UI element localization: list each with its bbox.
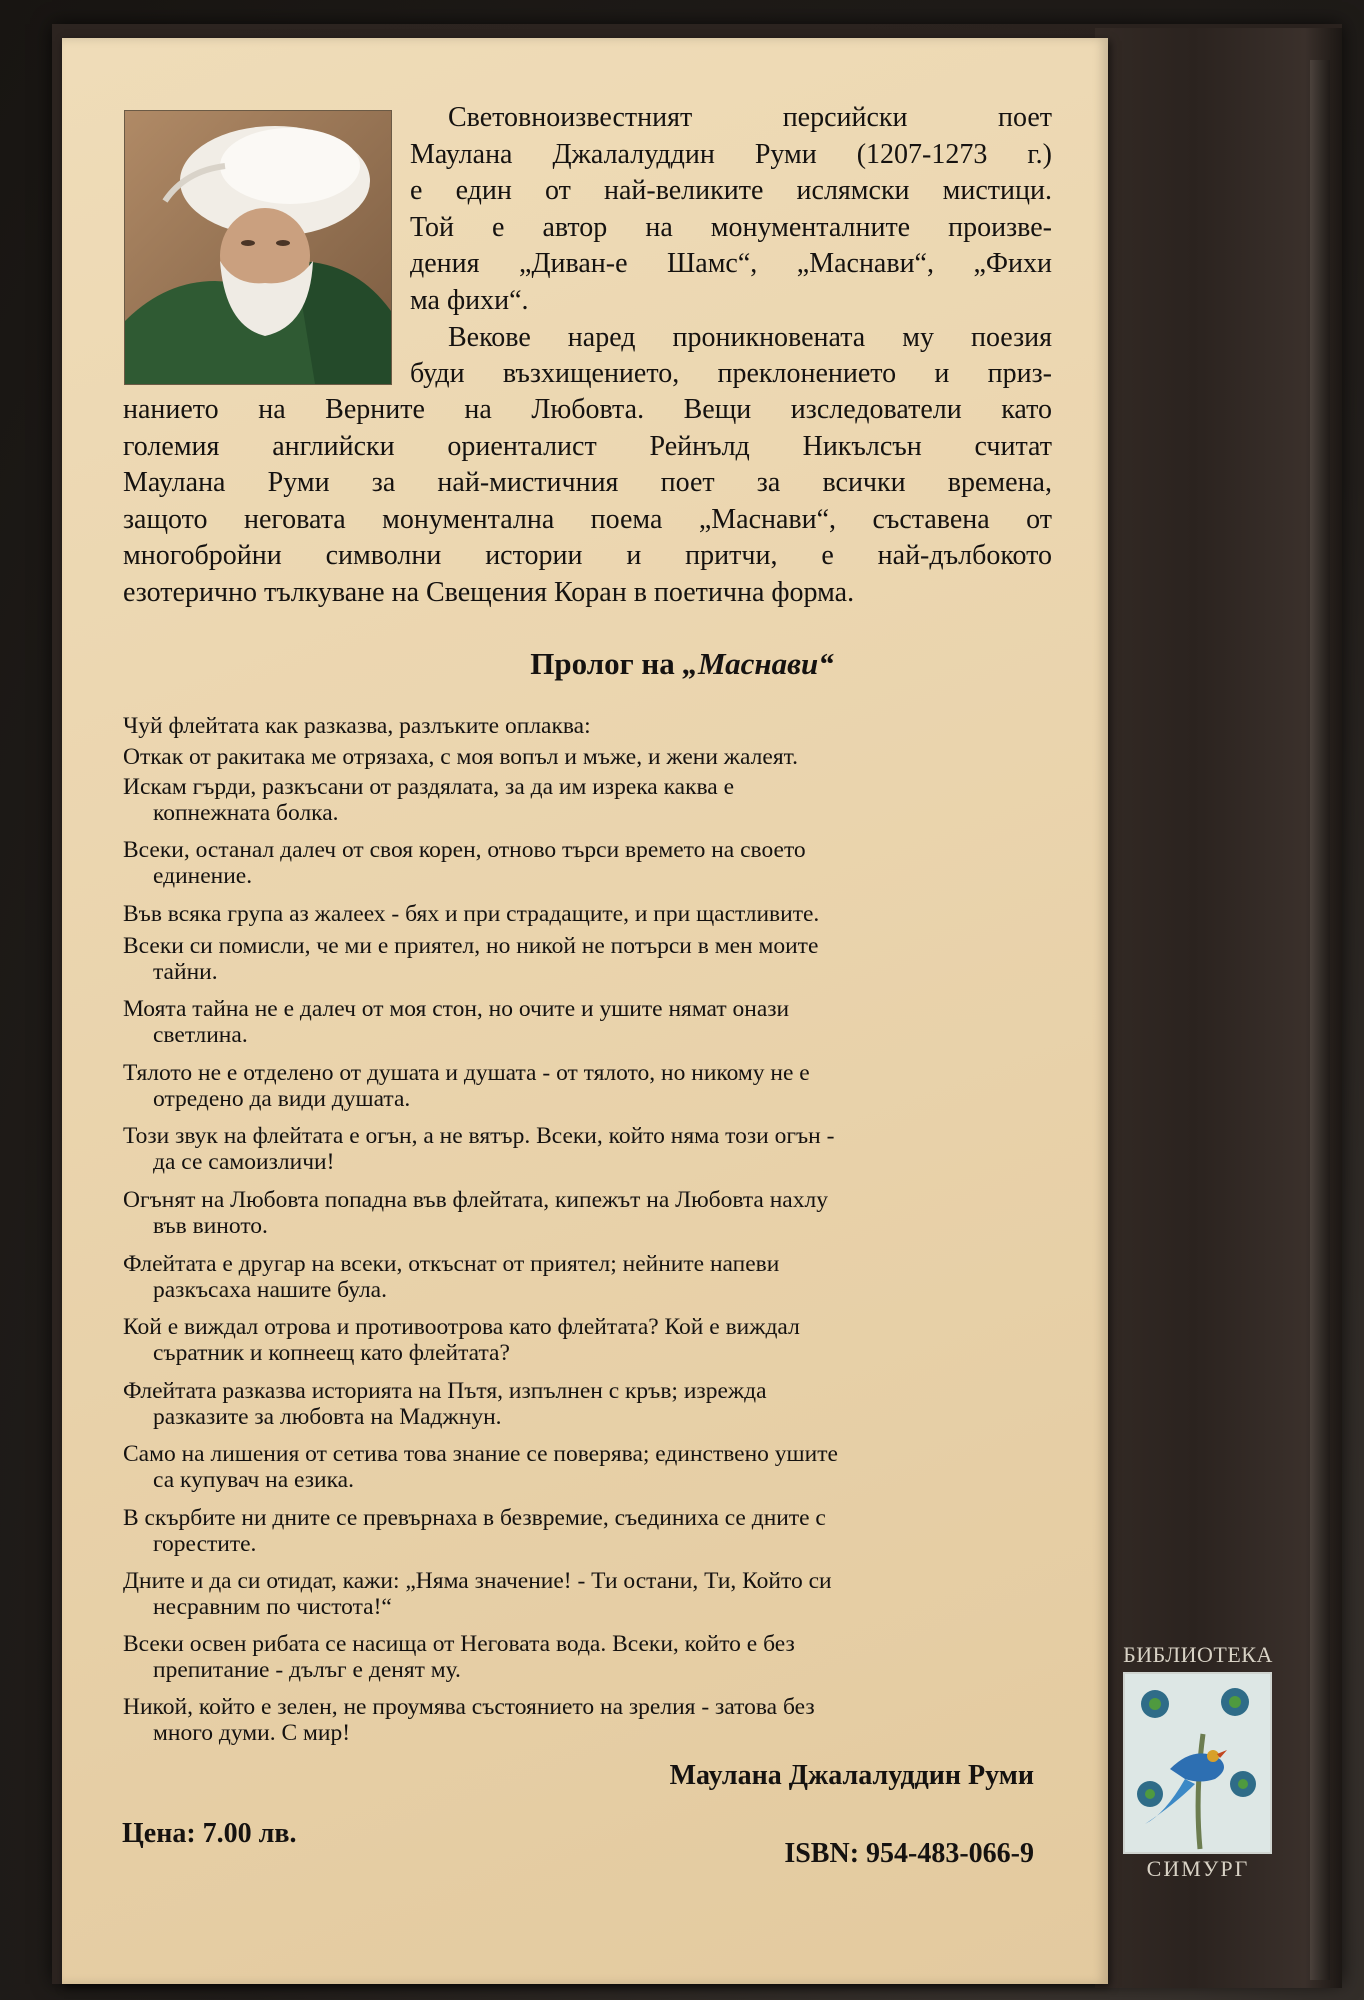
intro-line: многобройни символни истории и притчи, е най-дълбокото [123,540,1052,572]
verse [123,1188,1053,1239]
verse-continuation: препитание - дълъг е денят му. [153,1656,461,1683]
verse [123,1315,1053,1366]
verse-continuation: много думи. С мир! [153,1719,351,1746]
intro-line: Маулана Руми за най-мистичния поет за всички времена, [123,467,1052,499]
portrait-image [125,111,391,384]
verse-line: Във всяка група аз жалеех - бях и при страдащите, и при щастливите. [123,901,820,927]
prolog-title [0,646,1364,682]
intro-line: езотерично тълкуване на Свещения Коран в поетична форма. [123,577,855,608]
verse-continuation: във виното. [153,1212,268,1239]
verse-continuation: отредено да види душата. [153,1085,411,1112]
author-signature: Маулана Джалалуддин Руми [669,1760,1034,1791]
prolog-title-prefix: Пролог на [530,646,683,681]
verse-continuation: копнежната болка. [153,799,339,826]
verse [123,1695,1053,1746]
verse [123,1124,1053,1175]
intro-line: големия английски ориенталист Рейнълд Никълсън считат [123,430,1052,462]
verse-line: Никой, който е зелен, не проумява състоянието на зрелия - затова без [123,1694,815,1720]
isbn-label: ISBN: 954-483-066-9 [784,1838,1034,1869]
verse-continuation: светлина. [153,1021,248,1048]
intro-line: Световноизвестният персийски поет [448,102,1052,133]
verse-continuation: горестите. [153,1530,257,1557]
verse-line: Този звук на флейтата е огън, а не вятър. Всеки, който няма този огън - [123,1123,835,1149]
verse-line: Чуй флейтата как разказва, разлъките оплаква: [123,713,591,739]
verse-line: В скърбите ни дните се превърнаха в безвремие, съединиха се дните с [123,1505,826,1531]
intro-line: Той е автор на монументалните произве- [410,211,1052,243]
verse [123,1569,1053,1620]
prolog-title-work: „Маснави“ [682,646,834,681]
verse-line: Огънят на Любовта попадна във флейтата, кипежът на Любовта нахлу [123,1187,828,1213]
poet-portrait [124,110,392,385]
verse-line: Искам гърди, разкъсани от раздялата, за да им изрека каква е [123,774,735,800]
verse [123,902,1053,928]
verse-line: Флейтата разказва историята на Пътя, изпълнен с кръв; изрежда [123,1378,767,1404]
verse [123,997,1053,1048]
verse-continuation: са купувач на езика. [153,1466,354,1493]
verse-continuation: съратник и копнеещ като флейтата? [153,1339,510,1366]
verse-continuation: разкъсаха нашите була. [153,1276,387,1303]
verse-line: Всеки си помисли, че ми е приятел, но никой не потърси в мен моите [123,933,819,959]
verse-line: Всеки, останал далеч от своя корен, отново търси времето на своето [123,837,806,863]
intro-line: дения „Диван-е Шамс“, „Маснави“, „Фихи [410,248,1052,280]
verse-continuation: несравним по чистота!“ [153,1593,392,1620]
verse-line: Флейтата е другар на всеки, откъснат от приятел; нейните напеви [123,1251,780,1277]
intro-line: буди възхищението, преклонението и приз- [410,358,1052,390]
verse [123,1506,1053,1557]
verse-continuation: тайни. [153,958,218,985]
verse [123,1379,1053,1430]
verse [123,1632,1053,1683]
verse-continuation: разказите за любовта на Маджнун. [153,1403,502,1430]
intro-line: ма фихи“. [410,285,529,316]
intro-line: нанието на Верните на Любовта. Вещи изследователи като [123,394,1052,425]
verse [123,838,1053,889]
verse [123,1061,1053,1112]
verse-continuation: да се самоизличи! [153,1148,335,1175]
verse [123,714,1053,740]
verse-line: Всеки освен рибата се насища от Неговата вода. Всеки, който е без [123,1631,795,1657]
spine-edge [1310,60,1330,1980]
verse-line: Кой е виждал отрова и противоотрова като флейтата? Кой е виждал [123,1314,800,1340]
verse-line: Дните и да си отидат, кажи: „Няма значение! - Ти остани, Ти, Който си [123,1568,832,1594]
verse-continuation: единение. [153,862,253,889]
verse [123,1442,1053,1493]
verse-line: Само на лишения от сетива това знание се поверява; единствено ушите [123,1441,838,1467]
verse [123,745,1053,771]
verse [123,934,1053,985]
simurgh-bird-logo [1123,1672,1272,1854]
intro-line: защото неговата монументална поема „Маснави“, съставена от [123,503,1052,535]
verse-line: Моята тайна не е далеч от моя стон, но очите и ушите нямат онази [123,996,790,1022]
publisher-name: СИМУРГ [1146,1856,1250,1881]
price-label: Цена: 7.00 лв. [122,1818,297,1849]
intro-line: Маулана Джалалуддин Руми (1207-1273 г.) [410,138,1052,170]
intro-line: Векове наред проникновената му поезия [448,321,1052,353]
series-label: БИБЛИОТЕКА [1123,1642,1273,1667]
intro-line: е един от най-великите ислямски мистици. [410,175,1052,207]
verse [123,775,1053,826]
verse-line: Откак от ракитака ме отрязаха, с моя вопъл и мъже, и жени жалеят. [123,744,799,770]
verse-line: Тялото не е отделено от душата и душата - от тялото, но никому не е [123,1060,810,1086]
verse [123,1252,1053,1303]
